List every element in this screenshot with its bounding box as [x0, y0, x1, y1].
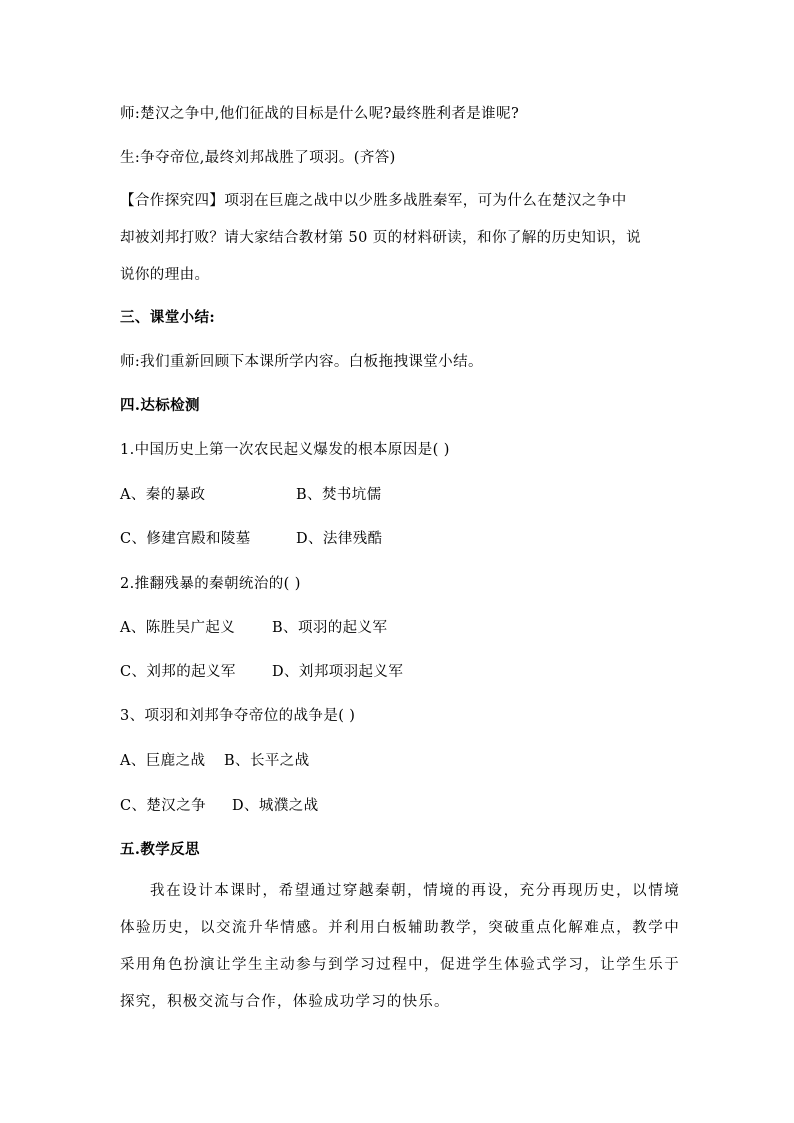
- q3-option-a: A、巨鹿之战: [120, 753, 206, 769]
- q3-option-c: C、楚汉之争: [120, 798, 206, 814]
- inquiry-four-text: 项羽在巨鹿之战中以少胜多战胜秦军，可为什么在楚汉之争中: [224, 193, 627, 209]
- q1-options-row-1: [120, 485, 382, 505]
- q1-option-a: A、秦的暴政: [120, 487, 206, 503]
- question-3: 3、项羽和刘邦争夺帝位的战争是( ): [120, 708, 356, 724]
- section-three-heading: 三、课堂小结:: [120, 309, 216, 326]
- teaching-reflection-paragraph: 我在设计本课时，希望通过穿越秦朝，情境的再设，充分再现历史，以情境体验历史，以交流升华情感。并利用白板辅助教学，突破重点化解难点，教学中采用角色扮演让学生主动参与到学习过程中，促进学生体验式学习，让学生乐于探究，积极交流与合作，体验成功学习的快乐。: [120, 883, 680, 1010]
- q2-option-d: D、刘邦项羽起义军: [272, 664, 404, 680]
- question-1: 1.中国历史上第一次农民起义爆发的根本原因是( ): [120, 442, 450, 458]
- question-2: 2.推翻残暴的秦朝统治的( ): [120, 576, 301, 592]
- q2-option-b: B、项羽的起义军: [272, 620, 388, 636]
- q3-option-d: D、城濮之战: [232, 798, 319, 814]
- student-answer-line: 生:争夺帝位,最终刘邦战胜了项羽。(齐答): [120, 150, 396, 166]
- q1-option-b: B、焚书坑儒: [296, 487, 382, 503]
- q1-option-d: D、法律残酷: [296, 531, 383, 547]
- inquiry-four-line-3: 说你的理由。: [120, 267, 210, 283]
- q2-options-row-2: [120, 662, 404, 682]
- teacher-question-line: 师:楚汉之争中,他们征战的目标是什么呢?最终胜利者是谁呢?: [120, 106, 520, 122]
- section-five-heading: 五.教学反思: [120, 841, 200, 858]
- summary-line: 师:我们重新回顾下本课所学内容。白板拖拽课堂小结。: [120, 354, 483, 370]
- q1-options-row-2: [120, 529, 383, 549]
- q2-option-a: A、陈胜吴广起义: [120, 620, 236, 636]
- q2-option-c: C、刘邦的起义军: [120, 664, 236, 680]
- inquiry-four-line-2: 却被刘邦打败？请大家结合教材第 50 页的材料研读，和你了解的历史知识，说: [120, 230, 641, 246]
- q3-option-b: B、长平之战: [224, 753, 310, 769]
- inquiry-four-line-1: [120, 191, 627, 211]
- q1-option-c: C、修建宫殿和陵墓: [120, 531, 251, 547]
- section-four-heading: 四.达标检测: [120, 397, 200, 414]
- q3-options-row-1: [120, 751, 310, 771]
- inquiry-four-label: 【合作探究四】: [120, 193, 225, 209]
- q3-options-row-2: [120, 796, 319, 816]
- q2-options-row-1: [120, 618, 388, 638]
